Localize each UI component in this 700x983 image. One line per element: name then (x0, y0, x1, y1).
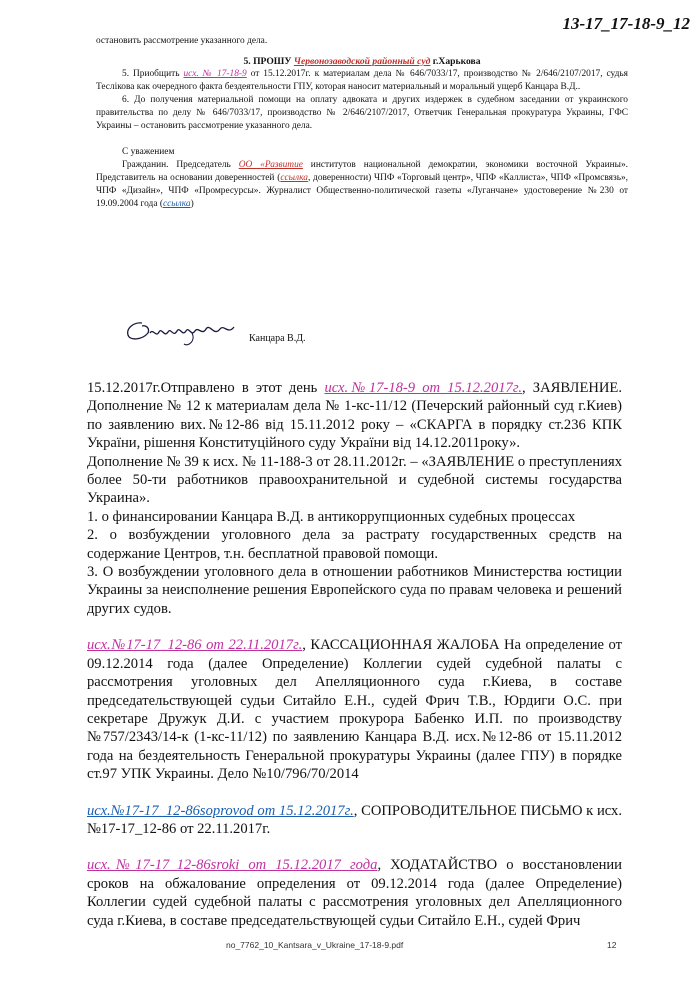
main-paragraph-5: исх.№17-17_12-86sroki от 15.12.2017 года, ХОДАТАЙСТВО о восстановлении сроков на обжалование определения от 09.12.2014 года (далее Определение) Коллегии судей судебной палаты с рассмотрения уголовных дел Апелляционного суда г.Киева, в составе председательствующей судьи Ситайло Е.Н., судей Фрич (87, 857, 622, 929)
ref-link-soprovod[interactable]: исх.№17-17_12-86soprovod от 15.12.2017г. (87, 802, 354, 819)
list-item-1: 1. о финансировании Канцара В.Д. в антикоррупционных судебных процессах (87, 508, 576, 525)
paragraph-5: 5. Приобщить исх. № 17-18-9 от 15.12.2017г. к материалам дела № 646/7033/17, производство № 2/646/2107/2017, судья Теслікова как очередного факта бездеятельности ГПУ, которая наносит материальный и моральный ущерб Канцара В.Д.. (96, 69, 628, 92)
org-link[interactable]: ОО «Развитие (238, 160, 303, 170)
main-text (87, 379, 622, 930)
signer-name: Канцара В.Д. (249, 333, 306, 344)
main-paragraph-1: 15.12.2017г.Отправлено в этот день исх.№17-18-9 от 15.12.2017г., ЗАЯВЛЕНИЕ. Дополнение № 12 к материалам дела № 1-кс-11/12 (Печерский районный суд г.Киев) по заявлению вих.№12-86 від 15.11.2012 року – «СКАРГА в порядку ст.236 КПК України, рішення Конституційного суду України від 14.12.2011року». (87, 380, 622, 452)
citizen-info: Гражданин. Председатель ОО «Развитие институтов национальной демократии, экономики восточной Украины». Представитель на основании доверенностей (ссылка, доверенности) ЧПФ «Торговый центр», ЧПФ «Каллиста», ЧПФ «Промсвязь», ЧПФ «Дизайн», ЧПФ «Промресурсы». Журналист Общественно-политической газеты «Луганчане» удостоверение №230 от 19.09.2004 года (ссылка) (96, 160, 629, 209)
regards: С уважением (122, 147, 175, 157)
ref-link-12-86[interactable]: исх.№17-17_12-86 от 22.11.2017г. (87, 637, 303, 654)
footer-filename: no_7762_10_Kantsara_v_Ukraine_17-18-9.pdf (226, 940, 404, 950)
list-item-3: 3. О возбуждении уголовного дела в отношении работников Министерства юстиции Украины за неисполнение решения Европейского суда по правам человека и решений других судов. (87, 564, 622, 617)
ref-link-sroki[interactable]: исх.№17-17_12-86sroki от 15.12.2017 года (87, 857, 378, 874)
court-link[interactable]: Червонозаводской районный суд (293, 56, 431, 67)
list-item-2: 2. о возбуждении уголовного дела за растрату государственных средств на содержание Центров, т.н. бесплатной правовой помощи. (87, 527, 622, 562)
paragraph-6: 6. До получения материальной помощи на оплату адвоката и других издержек в судебном заседании от украинского правительства по делу № 646/7033/17, производство № 2/646/2107/2017, Ответчик Генеральная прокуратура Украины, ГФС Украины – остановить рассмотрение указанного дела. (96, 95, 628, 131)
top-section (96, 35, 628, 211)
page-number: 12 (607, 940, 617, 950)
top-line: остановить рассмотрение указанного дела. (96, 36, 268, 46)
main-paragraph-3: исх.№17-17_12-86 от 22.11.2017г., КАССАЦИОННАЯ ЖАЛОБА На определение от 09.12.2014 года (далее Определение) Коллегии судей судебной палаты с рассмотрения уголовных дел Апелляционного суда г.Киева, в составе председательствующей судьи Ситайло Е.Н., судей Фрич Т.В., Юрдиги О.С. при секретаре Дружук Д.И. с участием прокурора Бабенко И.П. по производству №757/2343/14-к (1-кс-11/12) по заявлению Канцара В.Д. исх.№12-86 от 15.11.2012 года на бездеятельность Генеральной прокуратуры Украины (далее ГПУ) в порядке ст.97 УПК Украины. Дело №10/796/70/2014 (87, 637, 622, 783)
document-id: 13-17_17-18-9_12 (562, 14, 690, 33)
ref-link-main-17-18-9[interactable]: исх.№17-18-9 от 15.12.2017г. (324, 380, 522, 396)
power-of-attorney-link[interactable]: ссылка (280, 173, 308, 183)
ref-link-17-18-9[interactable]: исх. № 17-18-9 (183, 69, 247, 79)
signature-image (122, 311, 248, 351)
certificate-link[interactable]: ссылка (162, 199, 191, 209)
main-paragraph-4: исх.№17-17_12-86soprovod от 15.12.2017г., СОПРОВОДИТЕЛЬНОЕ ПИСЬМО к исх.№17-17_12-86 от 22.11.2017г. (87, 802, 622, 837)
main-paragraph-2: Дополнение № 39 к исх. № 11-188-3 от 28.11.2012г. – «ЗАЯВЛЕНИЕ о преступлениях более 50-ти работников правоохранительной и судебной системы государства Украина». (87, 453, 622, 507)
section-heading: 5. ПРОШУ Червонозаводской районный суд г.Харькова (243, 56, 481, 67)
